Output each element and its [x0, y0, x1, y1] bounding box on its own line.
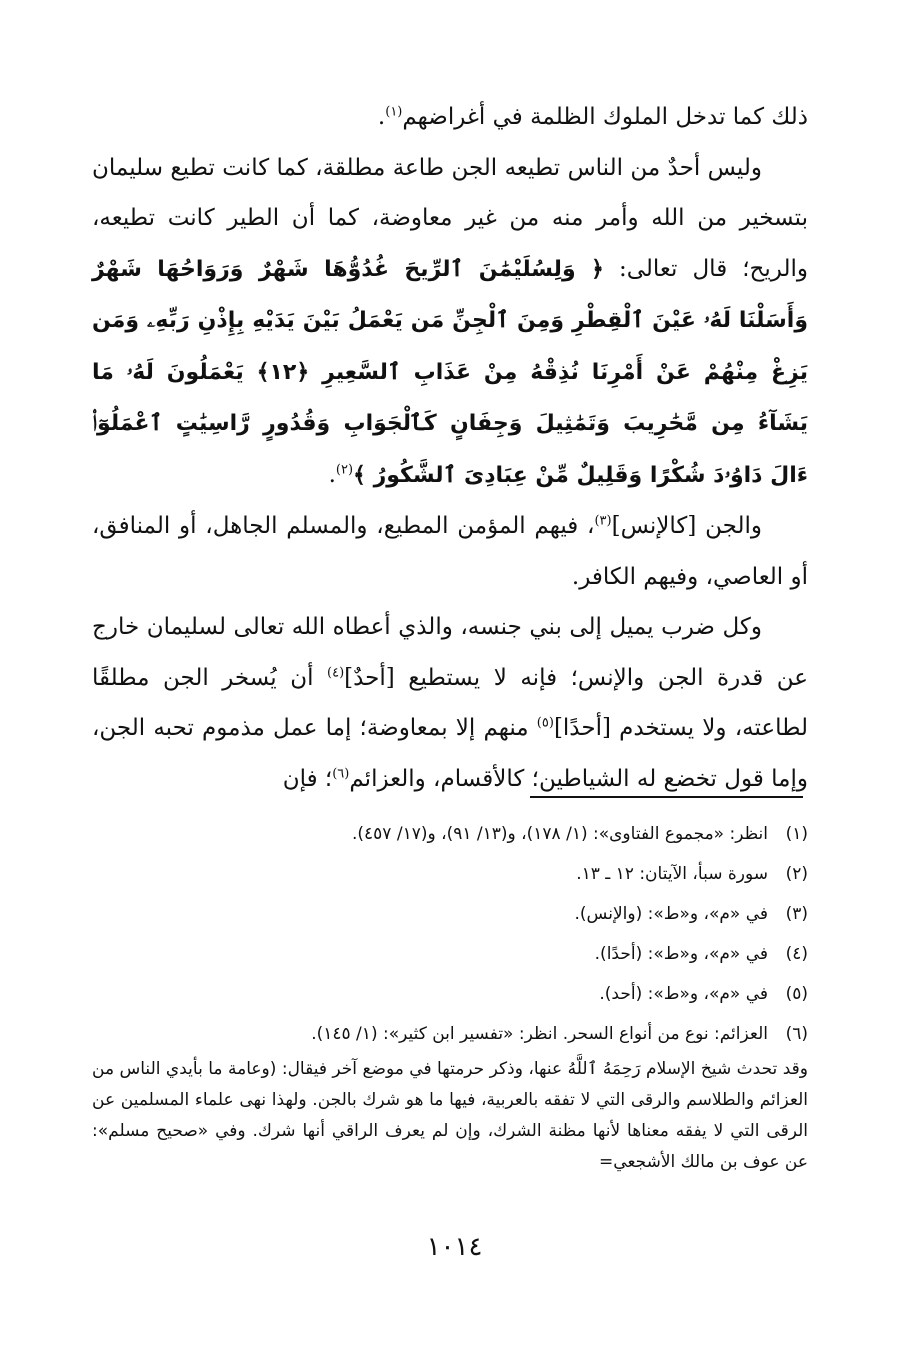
paragraph-4-text-c: منهم إلا بمعاوضة؛ إما عمل مذموم تحبه الجن، وإما قول تخضع له الشياطين؛ كالأقسام، والعزائم	[92, 715, 808, 792]
footnote	[92, 894, 808, 934]
quran-verse: ﴿ وَلِسُلَيْمَٰنَ ٱلرِّيحَ غُدُوُّهَا شَهْرٌ وَرَوَاحُهَا شَهْرٌ وَأَسَلْنَا لَهُۥ عَيْنَ ٱلْقِطْرِ وَمِنَ ٱلْجِنِّ مَن يَعْمَلُ بَيْنَ يَدَيْهِ بِإِذْنِ رَبِّهِۦ وَمَن يَزِغْ مِنْهُمْ عَنْ أَمْرِنَا نُذِقْهُ مِنْ عَذَابِ ٱلسَّعِيرِ ﴿١٢﴾ يَعْمَلُونَ لَهُۥ مَا يَشَآءُ مِن مَّحَٰرِيبَ وَتَمَٰثِيلَ وَجِفَانٍ كَٱلْجَوَابِ وَقُدُورٍ رَّاسِيَٰتٍ ٱعْمَلُوٓا۟ ءَالَ دَاوُۥدَ شُكْرًا وَقَلِيلٌ مِّنْ عِبَادِىَ ٱلشَّكُورُ ﴾	[92, 256, 808, 488]
footnote-text: في «م»، و«ط»: (أحدًا).	[594, 944, 768, 964]
footnote-ref-6: (٦)	[332, 765, 350, 781]
footnote	[92, 854, 808, 894]
paragraph-3-text-b: ، فيهم المؤمن المطيع، والمسلم الجاهل، أو المنافق، أو العاصي، وفيهم الكافر.	[92, 513, 808, 590]
footnote-ref-3: (٣)	[594, 513, 612, 529]
footnote-separator	[530, 796, 803, 798]
paragraph-1-end: .	[377, 104, 386, 130]
paragraph-3-text-a: والجن [كالإنس]	[611, 513, 762, 539]
footnote-number: (٢)	[785, 864, 808, 884]
footnote-text: سورة سبأ، الآيتان: ١٢ ـ ١٣.	[576, 864, 768, 884]
footnote-number: (١)	[785, 824, 808, 844]
footnote	[92, 1014, 808, 1054]
paragraph-2-text: وليس أحدٌ من الناس تطيعه الجن طاعة مطلقة، كما كانت تطيع سليمان بتسخير من الله وأمر منه من غير معاوضة، كما أن الطير كانت تطيعه، والريح؛ قال تعالى:	[92, 154, 808, 282]
paragraph-2-end: .	[328, 461, 336, 488]
footnote-number: (٤)	[785, 944, 808, 964]
page-number: ١٠١٤	[426, 1232, 483, 1262]
paragraph-4	[92, 602, 808, 804]
footnote-ref-1: (١)	[385, 104, 403, 120]
footnote	[92, 974, 808, 1014]
footnote-number: (٣)	[785, 904, 808, 924]
paragraph-4-text-a: وكل ضرب يميل إلى بني جنسه، والذي أعطاه الله تعالى لسليمان خارج عن قدرة الجن والإنس؛ فإنه لا يستطيع [أحدٌ]	[92, 614, 808, 691]
paragraph-3	[92, 501, 808, 602]
footnote-text: في «م»، و«ط»: (والإنس).	[574, 904, 768, 924]
footnote-number: (٥)	[785, 984, 808, 1004]
footnote-text: العزائم: نوع من أنواع السحر. انظر: «تفسير ابن كثير»: (١/ ١٤٥).	[311, 1024, 768, 1044]
footnote-number: (٦)	[785, 1024, 808, 1044]
footnote-ref-2: (٢)	[335, 461, 354, 477]
footnote-text: في «م»، و«ط»: (أحد).	[599, 984, 768, 1004]
footnote-ref-4: (٤)	[327, 664, 345, 680]
paragraph-1	[92, 92, 808, 143]
footnote	[92, 814, 808, 854]
footnotes	[92, 814, 808, 1178]
main-text	[92, 92, 808, 804]
paragraph-1-text: ذلك كما تدخل الملوك الظلمة في أغراضهم	[402, 104, 808, 130]
footnote-ref-5: (٥)	[536, 715, 554, 731]
paragraph-4-text-b: أن يُسخر الجن مطلقًا لطاعته، ولا يستخدم [أحدًا]	[92, 664, 809, 741]
paragraph-4-text-d: ؛ فإن	[282, 765, 333, 792]
paragraph-2	[92, 143, 808, 502]
footnote-text: انظر: «مجموع الفتاوى»: (١/ ١٧٨)، و(١٣/ ٩١)، و(١٧/ ٤٥٧).	[351, 824, 768, 844]
footnote-continuation: وقد تحدث شيخ الإسلام رَحِمَهُ ٱللَّهُ عنها، وذكر حرمتها في موضع آخر فيقال: (وعامة ما بأيدي الناس من العزائم والطلاسم والرقى التي لا تفقه بالعربية، فيها ما هو شرك بالجن. ولهذا نهى علماء المسلمين عن الرقى التي لا يفقه معناها لأنها مظنة الشرك، وإن لم يعرف الراقي أنها شرك. وفي «صحيح مسلم»: عن عوف بن مالك الأشجعي=	[92, 1059, 808, 1172]
footnote	[92, 934, 808, 974]
